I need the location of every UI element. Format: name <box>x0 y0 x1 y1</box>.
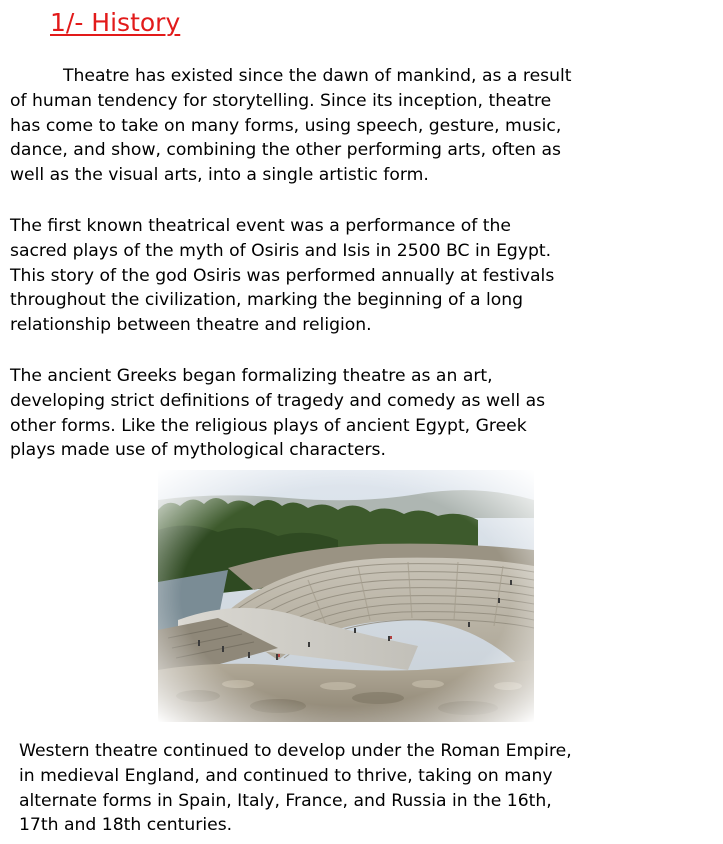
paragraph-greeks <box>10 364 715 463</box>
section-heading: 1/- History <box>50 8 181 37</box>
text-line: other forms. Like the religious plays of ancient Egypt, Greek <box>10 415 527 436</box>
text-line: developing strict definitions of tragedy and comedy as well as <box>10 390 546 411</box>
text-line: The first known theatrical event was a performance of the <box>10 216 511 236</box>
text-line: Theatre has existed since the dawn of mankind, as a result <box>63 66 572 86</box>
paragraph-egypt <box>10 214 715 338</box>
paragraph-western <box>19 739 723 838</box>
text-line: sacred plays of the myth of Osiris and Isis in 2500 BC in Egypt. <box>10 240 552 261</box>
text-line: of human tendency for storytelling. Since its inception, theatre <box>10 90 552 111</box>
text-line: This story of the god Osiris was performed annually at festivals <box>10 265 555 286</box>
text-line: has come to take on many forms, using speech, gesture, music, <box>10 115 562 136</box>
text-line: relationship between theatre and religion. <box>10 315 372 336</box>
text-line: dance, and show, combining the other performing arts, often as <box>10 140 561 161</box>
text-line: well as the visual arts, into a single artistic form. <box>10 165 429 186</box>
greek-theatre-illustration <box>158 470 534 722</box>
text-line: throughout the civilization, marking the beginning of a long <box>10 290 524 311</box>
text-line: plays made use of mythological characters. <box>10 440 386 461</box>
text-line: in medieval England, and continued to thrive, taking on many <box>19 765 553 786</box>
greek-theatre-photo <box>158 470 534 722</box>
paragraph-intro <box>10 64 715 188</box>
text-line: Western theatre continued to develop under the Roman Empire, <box>19 741 572 761</box>
text-line: The ancient Greeks began formalizing theatre as an art, <box>10 366 493 386</box>
text-line: 17th and 18th centuries. <box>19 815 233 836</box>
text-line: alternate forms in Spain, Italy, France, and Russia in the 16th, <box>19 790 552 811</box>
